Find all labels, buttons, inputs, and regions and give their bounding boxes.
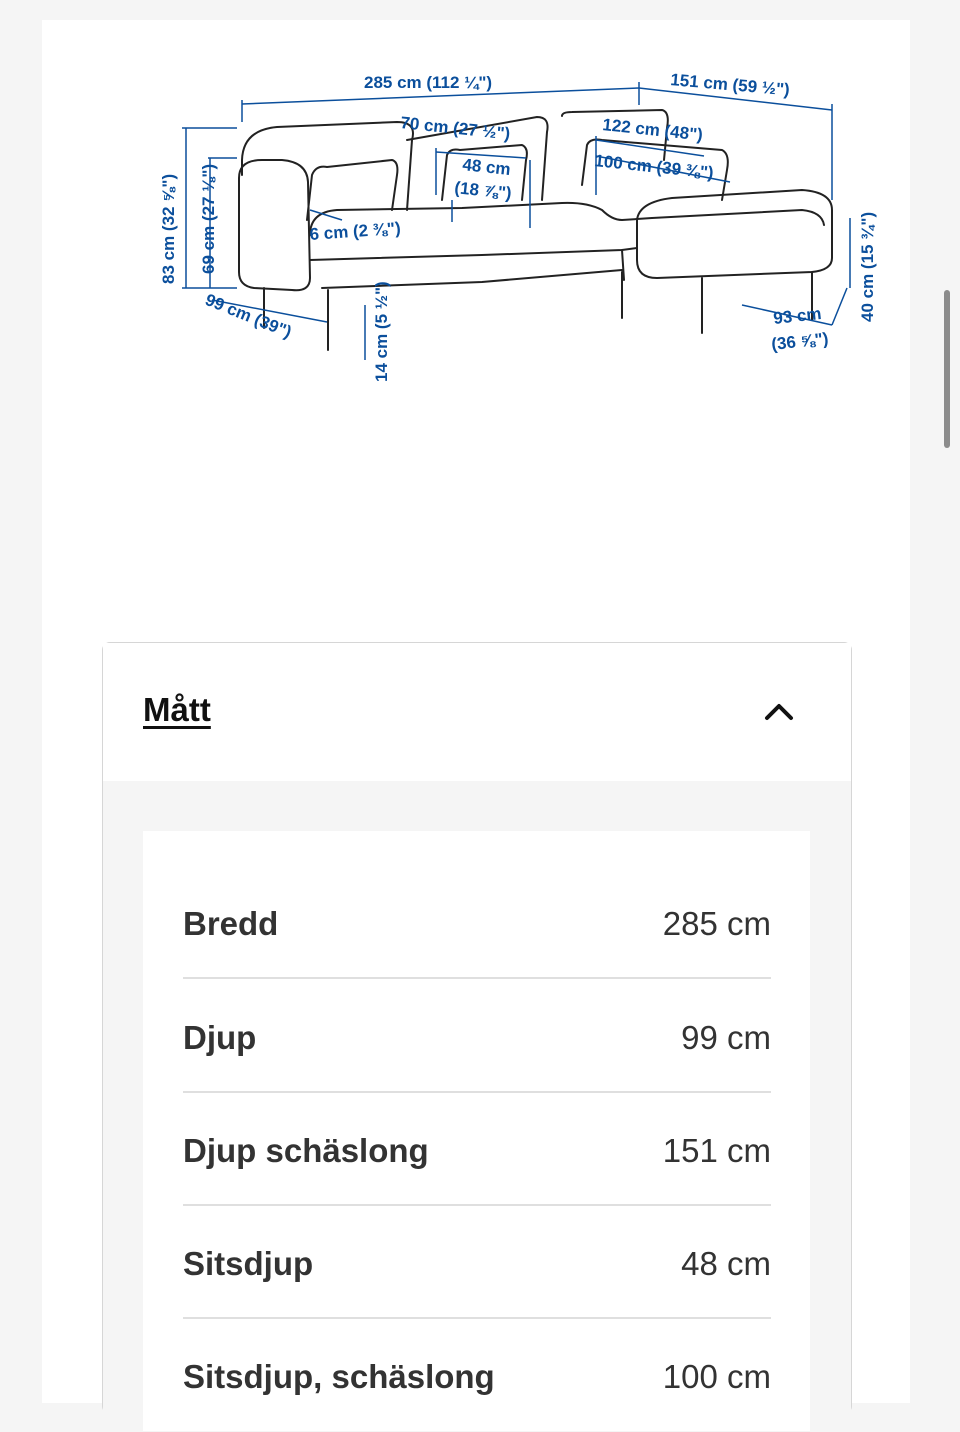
dimension-chaise-depth: 151 cm (59 ½")	[669, 70, 791, 100]
measurement-label: Sitsdjup	[183, 1245, 314, 1282]
scrollbar-thumb[interactable]	[944, 290, 950, 448]
dimension-seat-depth: 48 cm	[461, 155, 512, 180]
dimensions-accordion	[102, 642, 852, 1414]
dimension-armrest-height: 69 cm (27 ⅛")	[199, 163, 218, 274]
measurements-table	[143, 831, 810, 1431]
product-page	[42, 20, 910, 1403]
table-row	[183, 1320, 771, 1432]
dimension-armrest-width: 6 cm (2 ⅜")	[308, 218, 402, 244]
measurement-label: Bredd	[183, 905, 279, 942]
dimension-chaise-seat-depth: 100 cm (39 ⅜")	[593, 151, 715, 183]
dimension-seat-depth-inches: (18 ⅞")	[453, 178, 513, 203]
chevron-up-icon[interactable]	[763, 699, 795, 723]
dimension-backrest-height: 70 cm (27 ½")	[399, 113, 512, 144]
dimension-chaise-width: 93 cm	[772, 304, 823, 328]
measurement-label: Djup schäslong	[183, 1132, 429, 1169]
measurement-label: Djup	[183, 1019, 257, 1056]
dimension-total-height: 83 cm (32 ⅝")	[159, 173, 178, 284]
measurement-value: 100 cm	[662, 1358, 771, 1395]
dimension-lines	[182, 82, 850, 360]
dimension-chaise-cushion-length: 122 cm (48")	[601, 115, 704, 145]
measurement-value: 285 cm	[662, 905, 771, 942]
dimension-chaise-width-inches: (36 ⅝")	[770, 329, 830, 354]
accordion-header[interactable]	[103, 643, 851, 781]
measurement-label: Sitsdjup, schäslong	[183, 1358, 495, 1395]
measurement-value: 99 cm	[681, 1019, 771, 1056]
table-row	[183, 1207, 771, 1319]
dimension-leg-height: 14 cm (5 ½")	[372, 281, 391, 382]
table-row	[183, 867, 771, 979]
accordion-body	[103, 781, 851, 1421]
measurement-value: 151 cm	[662, 1132, 771, 1169]
table-row	[183, 981, 771, 1093]
dimension-overall-width: 285 cm (112 ¼")	[364, 73, 493, 92]
dimension-depth: 99 cm (39")	[202, 290, 295, 342]
measurement-value: 48 cm	[681, 1245, 771, 1282]
sofa-dimension-diagram	[142, 60, 877, 390]
table-row	[183, 1094, 771, 1206]
dimension-seat-height: 40 cm (15 ¾")	[858, 211, 877, 322]
accordion-title[interactable]: Mått	[143, 691, 211, 728]
